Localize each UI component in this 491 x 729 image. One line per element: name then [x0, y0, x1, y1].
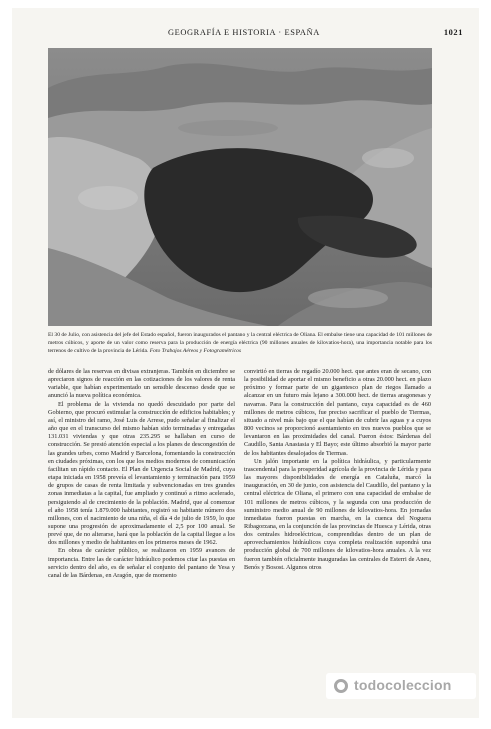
- article-column-left: [48, 368, 235, 580]
- reservoir-photo: [48, 48, 432, 326]
- paragraph: convirtió en tierras de regadío 20.000 hect. que antes eran de secano, con la posibilidad de aportar el mismo beneficio a otras 20.000 hect. en plazo próximo y formar parte de un gigantesco plan de riegos llamado a alcanzar en un futuro más lejano a 300.000 hect. de tierras aragonesas y navarras. Para la construcción del pantano, cuya capacidad es de 460 millones de metros cúbicos, fue preciso sacrificar el pueblo de Tiermas, situado a nivel más bajo que el que habían de cubrir las aguas y a cuyos 800 vecinos se proporcionó asentamiento en tres nuevos pueblos que se levantaron en las proximidades del canal. Fueron éstos: Bárdenas del Caudillo, Santa Anastasia y El Bayo; este último absorbió la mayor parte de los habitantes desalojados de Tiermas.: [244, 368, 431, 457]
- paragraph: Un jalón importante en la política hidráulica, y particularmente trascendental para la prosperidad agrícola de la provincia de Lérida y para las mayores disponibilidades de energía en Cataluña, marcó la inauguración, en 30 de junio, con asistencia del Caudillo, del pantano y la central eléctrica de Oliana, el primero con una capacidad de embalse de 101 millones de metros cúbicos, y la segunda con una producción de suministro medio anual de 90 millones de kilovatios-hora. En jornadas inmediatas fueron puestas en marcha, en la cuenca del Noguera Ribagorzana, en la conjunción de las provincias de Huesca y Lérida, otras dos centrales hidroeléctricas, comprendidas dentro de un plan de aprovechamientos hidráulicos cuya completa realización supondrá una producción global de 700 millones de kilovatios-hora anuales. A la vez fueron también oficialmente inauguradas las centrales de Esterri de Aneu, Benós y Bosost. Algunos otros: [244, 457, 431, 571]
- paragraph: En obras de carácter público, se realizaron en 1959 avances de importancia. Entre las de carácter hidráulico podemos citar las puestas en servicio dentro del año, es de señalar el conjunto del pantano de Yesa y canal de las Bárdenas, en Aragón, que de momento: [48, 547, 235, 579]
- reservoir-photo-image: [48, 48, 432, 326]
- photo-credit: Foto Trabajos Aéreos y Fotogramétricos: [149, 348, 242, 354]
- caption-text: El 30 de Julio, con asistencia del jefe del Estado español, fueron inaugurados el pantano y la central eléctrica de Oliana. El embalse tiene una capacidad de 101 millones de metros cúbicos, y aporte de un valor como reserva para la producción de energía eléctrica (90 millones anuales de kilovatios-hora), una importancia notable para los terrenos de cultivo de la provincia de Lérida.: [48, 332, 432, 354]
- paragraph: El problema de la vivienda no quedó descuidado por parte del Gobierno, que procuró estimular la construcción de edificios habitables; y así, el ministro del ramo, José Luis de Arrese, pudo señalar al finalizar el año que en el transcurso del mismo habían sido terminadas y entregadas 131.031 viviendas y que otras 235.295 se hallaban en curso de construcción. Se prestó atención especial a los planes de descongestión de las grandes urbes, como Madrid y Barcelona, fomentando la construcción en ciudades próximas, con los que los medios modernos de comunicación facilitan un rápido contacto. El Plan de Urgencia Social de Madrid, cuya etapa iniciada en 1958 preveía el levantamiento y terminación para 1959 de grupos de casas de renta limitada y subvencionadas en tres grandes zonas inmediatas a la capital, fue ampliado y continuó a ritmo acelerado, persiguiendo al de crecimiento de la población. Madrid, que al comenzar el año 1958 tenía 1.879.000 habitantes, registró su habitante número dos millones, con el nacimiento de una niña, el día 4 de julio de 1959, lo que supone una progresión de aproximadamente el 2,5 por 100 anual. Se prevé que, de no alterarse, hará que la población de la capital llegue a los dos millones y medio de habitantes en los primeros meses de 1962.: [48, 400, 235, 547]
- watermark: [326, 673, 476, 699]
- paragraph: de dólares de las reservas en divisas extranjeras. También en diciembre se apreciaron signos de reacción en las cotizaciones de los valores de renta variable, que habían experimentado un sensible descenso desde que se anunció la nueva política económica.: [48, 368, 235, 400]
- watermark-text: todocoleccion: [354, 677, 452, 693]
- page-header: [28, 28, 463, 42]
- page-number: 1021: [443, 28, 463, 37]
- article-column-right: [244, 368, 431, 572]
- watermark-logo-icon: [334, 679, 348, 693]
- running-title: GEOGRAFÍA E HISTORIA · ESPAÑA: [168, 28, 320, 37]
- photo-caption: [48, 331, 432, 355]
